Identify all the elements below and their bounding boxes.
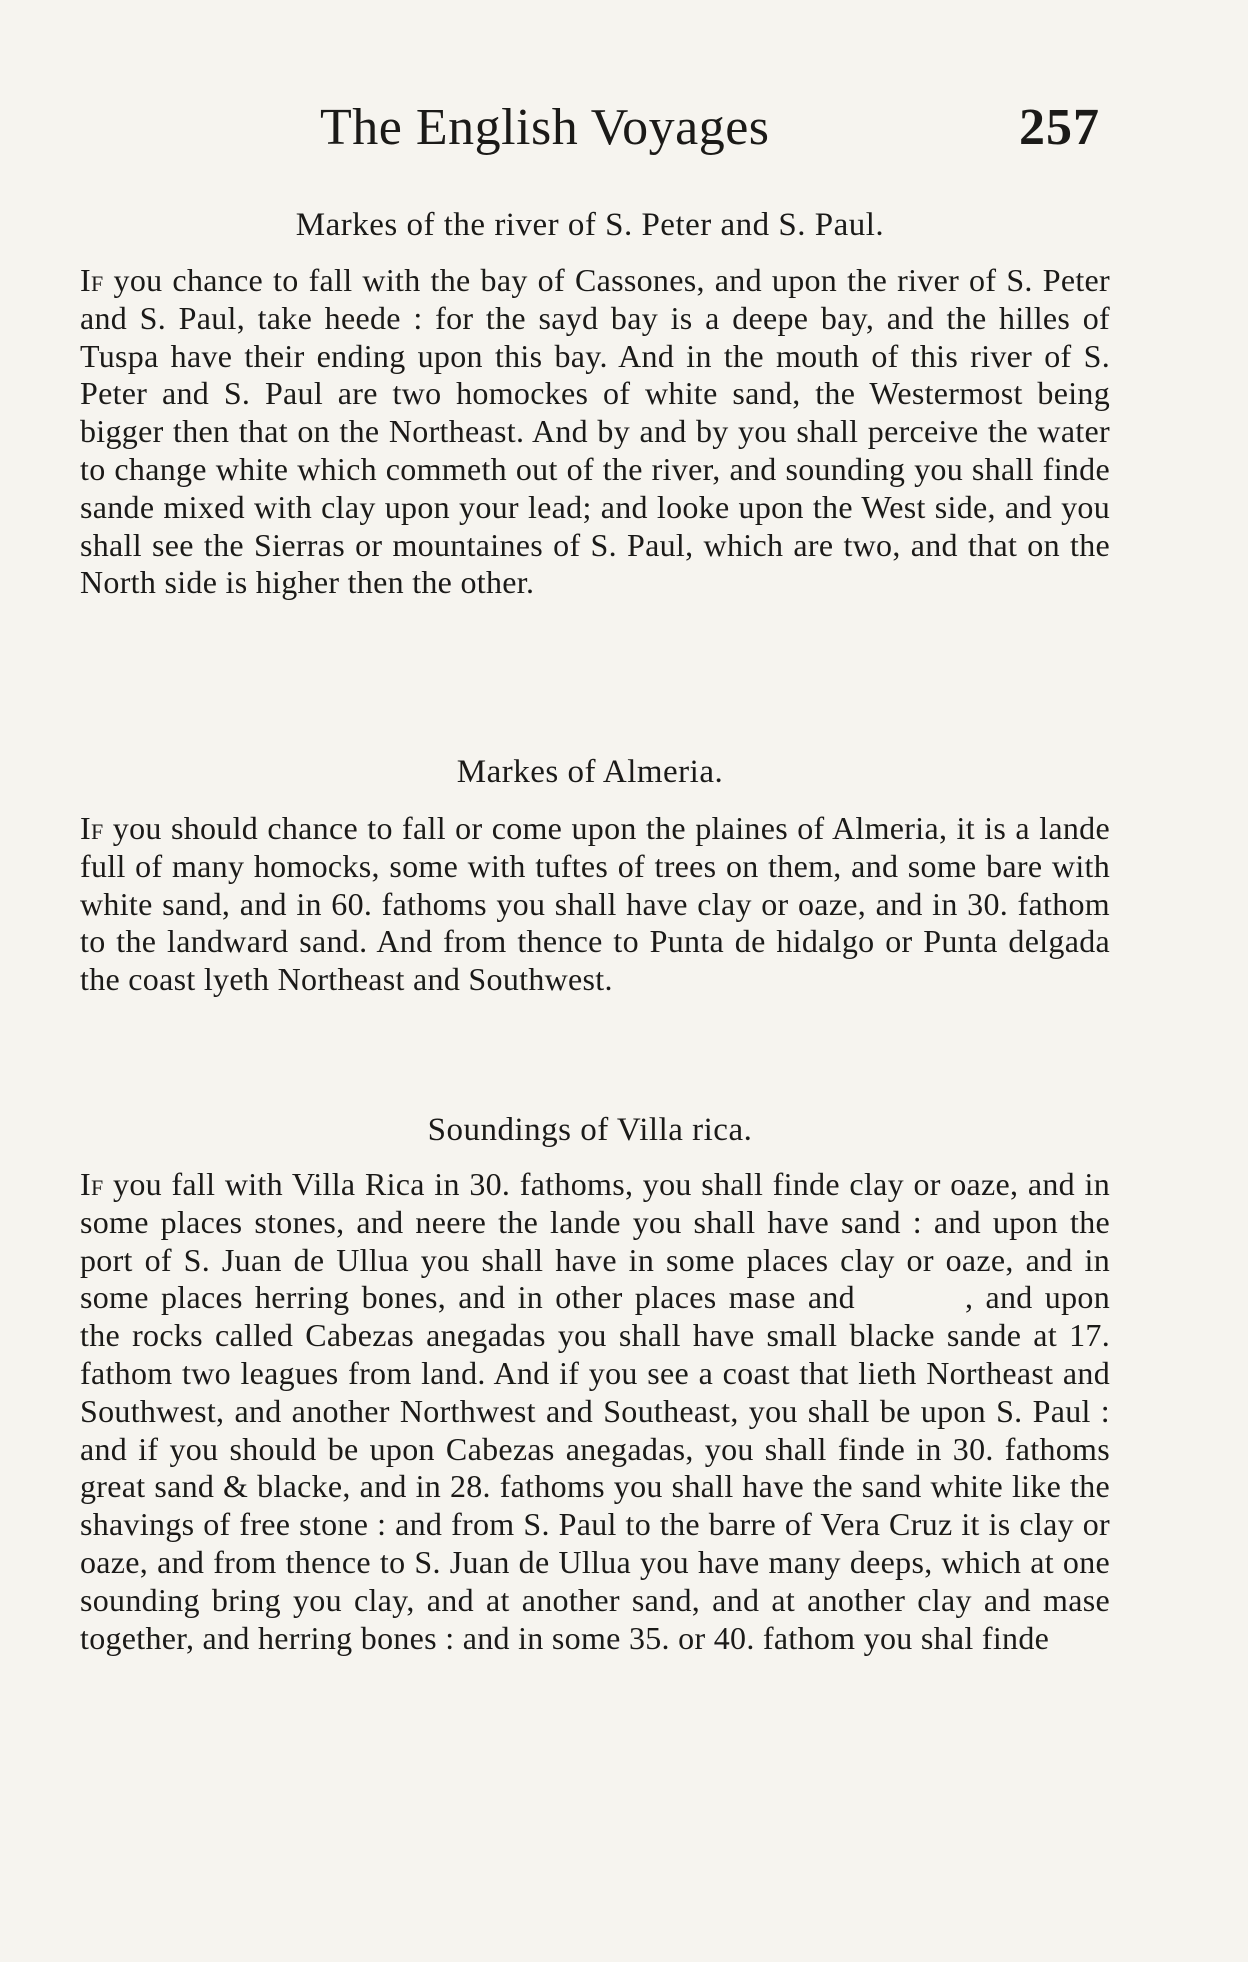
section-heading-st-peter: Markes of the river of S. Peter and S. Paul. xyxy=(295,207,885,243)
initial-word: If xyxy=(80,1166,104,1202)
section-heading-villa-rica: Soundings of Villa rica. xyxy=(427,1112,753,1148)
initial-word: If xyxy=(80,810,104,846)
running-title: The English Voyages xyxy=(320,99,770,156)
section-body-villa-rica xyxy=(80,1166,1110,1657)
page-number: 257 xyxy=(1019,99,1100,156)
section-heading-almeria: Markes of Almeria. xyxy=(456,754,724,790)
paragraph-text: you chance to fall with the bay of Cassones, and upon the river of S. Peter and S. Paul, take heede : for the sayd bay is a deepe bay, and the hilles of Tuspa have their ending upon this bay. And in the mouth of this river of S. Peter and S. Paul are two homockes of white sand, the Westermost being bigger then that on the Northeast. And by and by you shall perceive the water to change white which commeth out of the river, and sounding you shall finde sande mixed with clay upon your lead; and looke upon the West side, and you shall see the Sierras or mountaines of S. Paul, which are two, and that on the North side is higher then the other. xyxy=(80,262,1110,601)
paragraph xyxy=(80,262,1110,602)
initial-word: If xyxy=(80,262,104,298)
paragraph xyxy=(80,810,1110,999)
paragraph xyxy=(80,1166,1110,1657)
paragraph-text-b: , and upon the rocks called Cabezas anegadas you shall have small blacke sande at 17. fathom two leagues from land. And if you see a coast that lieth Northeast and Southwest, and another Northwest and Southeast, you shall be upon S. Paul : and if you should be upon Cabezas anegadas, you shall finde in 30. fathoms great sand & blacke, and in 28. fathoms you shall have the sand white like the shavings of free stone : and from S. Paul to the barre of Vera Cruz it is clay or oaze, and from thence to S. Juan de Ullua you have many deeps, which at one sounding bring you clay, and at another sand, and at another clay and mase together, and herring bones : and in some 35. or 40. fathom you shal finde xyxy=(80,1279,1111,1656)
paragraph-text-a: you fall with Villa Rica in 30. fathoms, you shall finde clay or oaze, and in some places stones, and neere the lande you shall have sand : and upon the port of S. Juan de Ullua you shall have in some places clay or oaze, and in some places herring bones, and in other places mase and xyxy=(80,1166,1110,1316)
page-header xyxy=(80,98,1100,178)
paragraph-text: you should chance to fall or come upon the plaines of Almeria, it is a lande full of many homocks, some with tuftes of trees on them, and some bare with white sand, and in 60. fathoms you shall have clay or oaze, and in 30. fathom to the landward sand. And from thence to Punta de hidalgo or Punta delgada the coast lyeth Northeast and Southwest. xyxy=(80,810,1110,998)
section-body-almeria xyxy=(80,810,1110,999)
section-body-st-peter xyxy=(80,262,1110,602)
